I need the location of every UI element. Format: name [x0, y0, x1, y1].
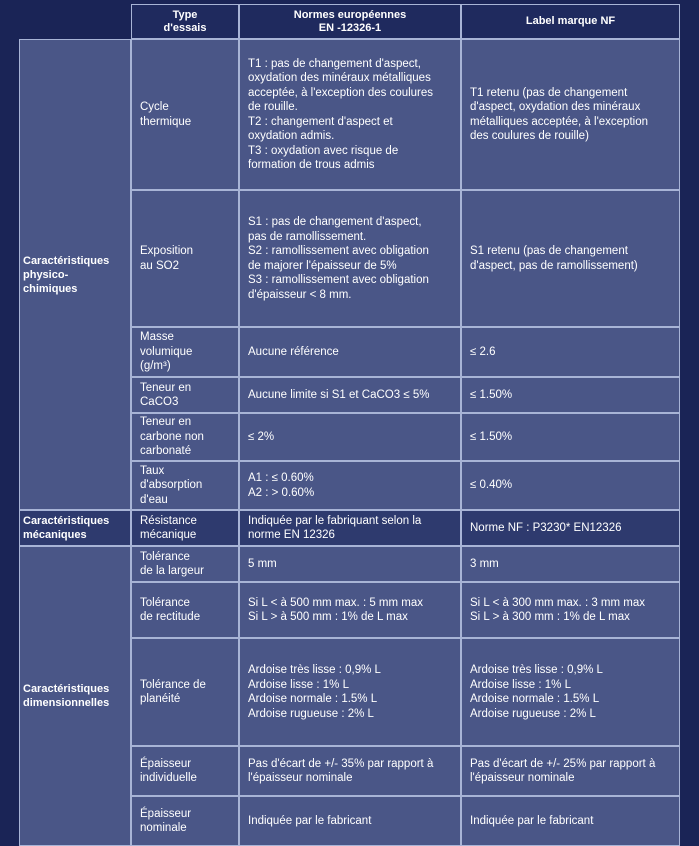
row-type-cell: Tolérance de la largeur — [131, 546, 239, 582]
row-type-cell: Teneur en carbone non carbonaté — [131, 413, 239, 461]
row-en-cell: Pas d'écart de +/- 35% par rapport à l'épaisseur nominale — [239, 746, 461, 796]
row-nf-cell: ≤ 0.40% — [461, 461, 680, 510]
row-type-cell: Tolérance de rectitude — [131, 582, 239, 638]
row-en-cell: ≤ 2% — [239, 413, 461, 461]
row-type-cell: Cycle thermique — [131, 39, 239, 190]
row-type-cell: Épaisseur individuelle — [131, 746, 239, 796]
header-norms: Normes européennes EN -12326-1 — [239, 4, 461, 39]
row-nf-cell: Indiquée par le fabricant — [461, 796, 680, 846]
row-nf-cell: S1 retenu (pas de changement d'aspect, pas de ramollissement) — [461, 190, 680, 327]
row-en-cell: Indiquée par le fabriquant selon la norme EN 12326 — [239, 510, 461, 546]
row-nf-cell: Si L < à 300 mm max. : 3 mm max Si L > à 300 mm : 1% de L max — [461, 582, 680, 638]
header-corner — [0, 0, 131, 39]
row-nf-cell: 3 mm — [461, 546, 680, 582]
row-nf-cell: T1 retenu (pas de changement d'aspect, oxydation des minéraux métalliques acceptée, à l'exception des coulures de rouille) — [461, 39, 680, 190]
row-en-cell: 5 mm — [239, 546, 461, 582]
row-en-cell: Indiquée par le fabricant — [239, 796, 461, 846]
row-en-cell: Ardoise très lisse : 0,9% L Ardoise lisse : 1% L Ardoise normale : 1.5% L Ardoise rugueuse : 2% L — [239, 638, 461, 746]
row-en-cell: T1 : pas de changement d'aspect, oxydation des minéraux métalliques acceptée, à l'exception des coulures de rouille. T2 : changement d'aspect et oxydation admis. T3 : oxydation avec risque de formation de trous admis — [239, 39, 461, 190]
row-nf-cell: ≤ 1.50% — [461, 413, 680, 461]
row-nf-cell: Ardoise très lisse : 0,9% L Ardoise lisse : 1% L Ardoise normale : 1.5% L Ardoise rugueuse : 2% L — [461, 638, 680, 746]
header-type: Type d'essais — [131, 4, 239, 39]
group-mecaniques: Caractéristiques mécaniques — [19, 510, 131, 546]
row-type-cell: Teneur en CaCO3 — [131, 377, 239, 413]
group-physico-chimiques: Caractéristiques physico- chimiques — [19, 39, 131, 510]
row-nf-cell: Pas d'écart de +/- 25% par rapport à l'épaisseur nominale — [461, 746, 680, 796]
row-type-cell: Épaisseur nominale — [131, 796, 239, 846]
row-type-cell: Tolérance de planéité — [131, 638, 239, 746]
row-type-cell: Taux d'absorption d'eau — [131, 461, 239, 510]
row-nf-cell: Norme NF : P3230* EN12326 — [461, 510, 680, 546]
header-label-nf: Label marque NF — [461, 4, 680, 39]
row-type-cell: Exposition au SO2 — [131, 190, 239, 327]
row-en-cell: Aucune référence — [239, 327, 461, 377]
row-type-cell: Masse volumique (g/m³) — [131, 327, 239, 377]
row-type-cell: Résistance mécanique — [131, 510, 239, 546]
row-nf-cell: ≤ 2.6 — [461, 327, 680, 377]
group-dimensionnelles: Caractéristiques dimensionnelles — [19, 546, 131, 846]
row-en-cell: S1 : pas de changement d'aspect, pas de ramollissement. S2 : ramollissement avec obligation de majorer l'épaisseur de 5% S3 : ramollissement avec obligation d'épaisseur < 8 mm. — [239, 190, 461, 327]
row-en-cell: A1 : ≤ 0.60% A2 : > 0.60% — [239, 461, 461, 510]
row-en-cell: Aucune limite si S1 et CaCO3 ≤ 5% — [239, 377, 461, 413]
row-en-cell: Si L < à 500 mm max. : 5 mm max Si L > à 500 mm : 1% de L max — [239, 582, 461, 638]
row-nf-cell: ≤ 1.50% — [461, 377, 680, 413]
